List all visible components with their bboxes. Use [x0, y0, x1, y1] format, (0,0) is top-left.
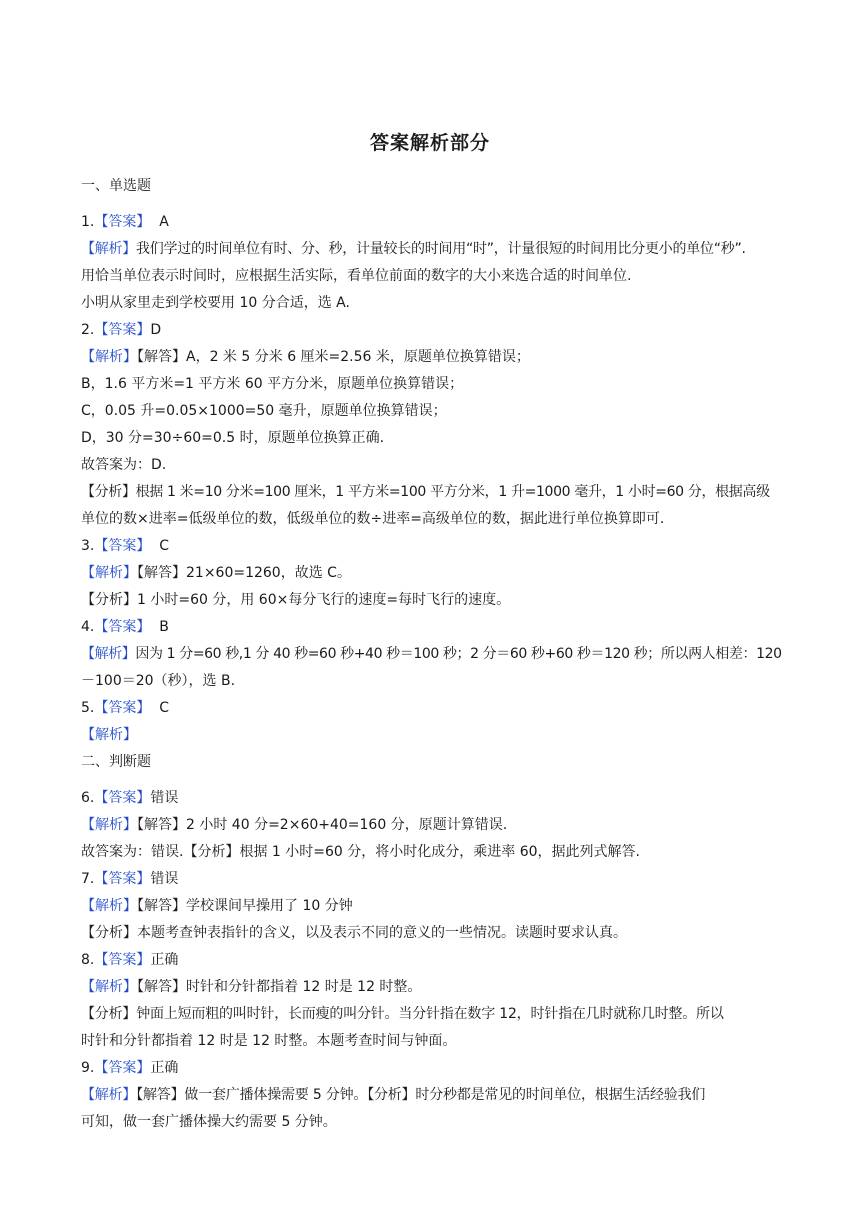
answer-label: 【答案】: [94, 871, 151, 887]
q7-answer-line: [81, 870, 781, 888]
analysis-label: 【解析】: [81, 979, 137, 995]
q3-answer-line: [81, 537, 781, 555]
q3-analysis-line: [81, 564, 781, 582]
answer-label: 【答案】: [94, 619, 151, 635]
q8-analysis-text: 【解答】时针和分针都指着 12 时是 12 时整。: [137, 979, 422, 995]
analysis-label: 【解析】: [81, 241, 136, 257]
q7-number: 7.: [81, 871, 95, 887]
q3-answer: C: [150, 538, 170, 554]
q5-answer-line: [81, 699, 781, 717]
q2-line-4: D，30 分=30÷60=0.5 时，原题单位换算正确.: [81, 430, 385, 446]
analysis-label: 【解析】: [81, 646, 136, 662]
q2-analysis-line: [81, 348, 781, 366]
q8-line-3: 时针和分针都指着 12 时是 12 时整。本题考查时间与钟面。: [81, 1033, 457, 1049]
page-title: 答案解析部分: [369, 132, 490, 154]
q9-analysis-text: 【解答】做一套广播体操需要 5 分钟。【分析】时分秒都是常见的时间单位，根据生活经验我们: [136, 1087, 706, 1103]
q2-number: 2.: [81, 322, 95, 338]
analysis-label: 【解析】: [81, 817, 137, 833]
analysis-label: 【解析】: [81, 727, 137, 743]
q8-answer: 正确: [150, 952, 179, 968]
q9-answer-line: [81, 1059, 781, 1077]
q7-analysis-text: 【解答】学校课间早操用了 10 分钟: [137, 898, 353, 914]
q6-line-2: 故答案为：错误.【分析】根据 1 小时=60 分，将小时化成分，乘进率 60，据此列式解答.: [81, 844, 640, 860]
analysis-label: 【解析】: [81, 898, 137, 914]
analysis-label: 【解析】: [81, 565, 137, 581]
q1-answer-line: [81, 213, 781, 231]
q1-number: 1.: [81, 214, 95, 230]
q4-answer: B: [150, 619, 169, 635]
answer-label: 【答案】: [94, 214, 151, 230]
q8-number: 8.: [81, 952, 95, 968]
q4-line-2: －100＝20（秒），选 B.: [81, 673, 236, 689]
q6-analysis-line: [81, 816, 781, 834]
section-heading-single-choice: 一、单选题: [81, 178, 151, 194]
q4-answer-line: [81, 618, 781, 636]
q6-analysis-text: 【解答】2 小时 40 分=2×60+40=160 分，原题计算错误.: [137, 817, 508, 833]
q7-line-2: 【分析】本题考查钟表指针的含义，以及表示不同的意义的一些情况。读题时要求认真。: [81, 925, 627, 941]
q2-line-3: C，0.05 升=0.05×1000=50 毫升，原题单位换算错误；: [81, 403, 447, 419]
answer-label: 【答案】: [94, 1060, 151, 1076]
answer-label: 【答案】: [94, 700, 151, 716]
q2-line-6: 【分析】根据 1 米=10 分米=100 厘米，1 平方米=100 平方分米，1 升=1000 毫升，1 小时=60 分，根据高级: [81, 484, 770, 500]
q1-analysis-line: [81, 240, 781, 258]
answer-label: 【答案】: [94, 790, 151, 806]
q2-line-2: B，1.6 平方米=1 平方米 60 平方分米，原题单位换算错误；: [81, 376, 464, 392]
q6-number: 6.: [81, 790, 95, 806]
q5-analysis-line: [81, 726, 781, 744]
q7-analysis-line: [81, 897, 781, 915]
q1-line-3: 小明从家里走到学校要用 10 分合适，选 A.: [81, 295, 350, 311]
q9-analysis-line: [81, 1086, 781, 1104]
q8-line-2: 【分析】钟面上短而粗的叫时针，长而瘦的叫分针。当分针指在数字 12，时针指在几时就称几时整。所以: [81, 1006, 724, 1022]
q5-number: 5.: [81, 700, 95, 716]
q2-line-5: 故答案为：D.: [81, 457, 167, 473]
analysis-label: 【解析】: [81, 349, 137, 365]
q1-analysis-text: 我们学过的时间单位有时、分、秒，计量较长的时间用“时”，计量很短的时间用比分更小的单位“秒”.: [136, 241, 746, 257]
q1-answer: A: [150, 214, 169, 230]
answer-label: 【答案】: [94, 952, 151, 968]
q7-answer: 错误: [150, 871, 179, 887]
q2-analysis-text: 【解答】A，2 米 5 分米 6 厘米=2.56 米，原题单位换算错误；: [137, 349, 530, 365]
answer-label: 【答案】: [94, 322, 151, 338]
q2-line-7: 单位的数×进率=低级单位的数，低级单位的数÷进率=高级单位的数，据此进行单位换算即可.: [81, 511, 665, 527]
q4-number: 4.: [81, 619, 95, 635]
q4-analysis-line: [81, 645, 781, 663]
q6-answer: 错误: [150, 790, 179, 806]
q3-number: 3.: [81, 538, 95, 554]
q2-answer-line: [81, 321, 781, 339]
q3-analysis-text: 【解答】21×60=1260，故选 C。: [137, 565, 351, 581]
q9-answer: 正确: [150, 1060, 179, 1076]
q9-line-2: 可知，做一套广播体操大约需要 5 分钟。: [81, 1114, 337, 1130]
q2-answer: D: [150, 322, 162, 338]
q8-answer-line: [81, 951, 781, 969]
q5-answer: C: [150, 700, 170, 716]
q6-answer-line: [81, 789, 781, 807]
q3-line-2: 【分析】1 小时=60 分，用 60×每分飞行的速度=每时飞行的速度。: [81, 592, 511, 608]
section-heading-true-false: 二、判断题: [81, 754, 151, 770]
q4-analysis-text: 因为 1 分=60 秒,1 分 40 秒=60 秒+40 秒＝100 秒；2 分＝60 秒+60 秒＝120 秒；所以两人相差：120: [135, 646, 782, 662]
analysis-label: 【解析】: [81, 1087, 137, 1103]
q1-line-2: 用恰当单位表示时间时，应根据生活实际，看单位前面的数字的大小来选合适的时间单位.: [81, 268, 632, 284]
answer-label: 【答案】: [94, 538, 151, 554]
q8-analysis-line: [81, 978, 781, 996]
q9-number: 9.: [81, 1060, 95, 1076]
